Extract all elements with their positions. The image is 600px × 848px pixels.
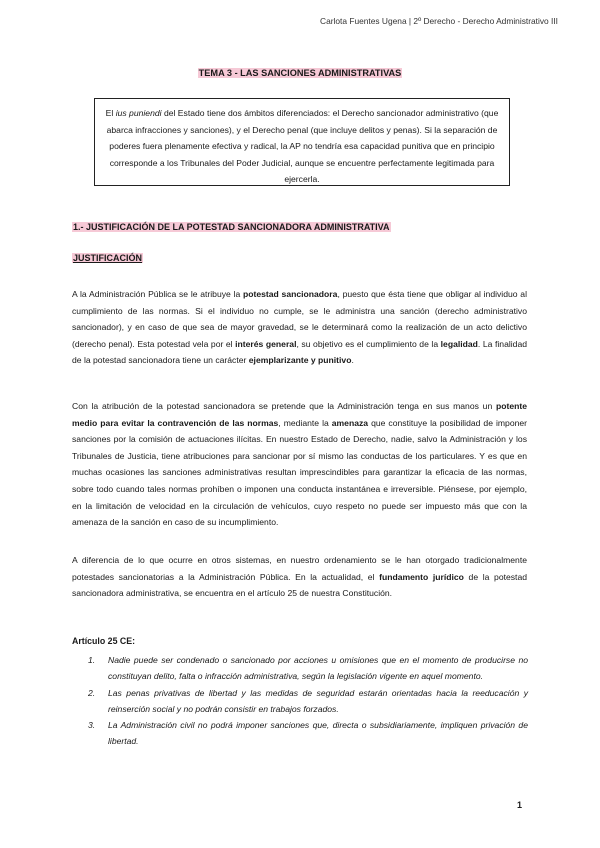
paragraph-1 xyxy=(72,286,527,369)
intro-italic-term: ius puniendi xyxy=(115,108,162,118)
p1-bold-3: legalidad xyxy=(440,338,478,349)
p2-bold-2: amenaza xyxy=(331,417,369,428)
p1-bold-4: ejemplarizante y punitivo xyxy=(248,355,352,366)
p2-text-3: que constituye la posibilidad de imponer sanciones por la comisión de actuaciones ilícitas. En nuestro Estado de Derecho, nadie, salvo la Administración y los Tribunales de Justicia, tiene atribuciones para sancionar por sí mismo las conductas de los particulares. Y es que en muchas ocasiones las sanciones administrativas resultan imprescindibles para garantizar la eficacia de las normas, sobre todo cuando tales normas prohíben o imponen una conducta instantánea e irreversible. Piénsese, por ejemplo, en la limitación de velocidad en la circulación de vehículos, cuyo respeto no puede ser impuesto más que con la amenaza de la sanción en caso de su incumplimiento. xyxy=(72,417,528,528)
p1-text-1: A la Administración Pública se le atribuye la xyxy=(72,289,243,299)
p1-text-5: . xyxy=(351,355,354,366)
article-label: Artículo 25 CE: xyxy=(72,636,136,646)
p3-text-2: de la potestad sancionadora administrativa, se encuentra en el artículo 25 de nuestra Constitución. xyxy=(72,571,528,599)
page-number: 1 xyxy=(516,800,522,810)
p1-text-2: , puesto que ésta tiene que obligar al individuo al cumplimiento de las normas. Si el individuo no cumple, se le administra una sanción (derecho administrativo sancionador), y en caso de que sea de mayor gravedad, se le determinará como la realización de un acto delictivo (derecho penal). Esta potestad vela por el xyxy=(72,289,527,349)
p3-bold-1: fundamento jurídico xyxy=(379,571,464,582)
section-heading-text: 1.- JUSTIFICACIÓN DE LA POTESTAD SANCIONADORA ADMINISTRATIVA xyxy=(73,222,390,232)
list-item-text: Las penas privativas de libertad y las medidas de seguridad estarán orientadas hacia la reeducación y reinserción social y no podrán consistir en trabajos forzados. xyxy=(108,687,528,714)
intro-text-rest: del Estado tiene dos ámbitos diferenciados: el Derecho sancionador administrativo (que abarca infracciones y sanciones), y el Derecho penal (que incluye delitos y penas). Si la separación de poderes fuera plenamente efectiva y radical, la AP no tendría esa capacidad punitiva que en principio corresponde a los Tribunales del Poder Judicial, aunque se encuentre perfectamente legitimada para ejercerla. xyxy=(106,108,499,185)
list-item-text: Nadie puede ser condenado o sancionado por acciones u omisiones que en el momento de producirse no constituyan delito, falta o infracción administrativa, según la legislación vigente en aquel momento. xyxy=(108,655,528,682)
p1-text-3: , su objetivo es el cumplimiento de la xyxy=(296,338,441,349)
p1-text-4: . La finalidad de la potestad sancionadora tiene un carácter xyxy=(72,338,527,366)
sub-heading xyxy=(72,253,143,263)
intro-box xyxy=(94,98,510,186)
p2-text-2: , mediante la xyxy=(278,417,332,428)
intro-text-start: El xyxy=(105,108,116,118)
p1-bold-2: interés general xyxy=(235,338,297,349)
list-item-number: 3. xyxy=(88,720,96,731)
list-item-text: La Administración civil no podrá imponer sanciones que, directa o subsidiariamente, impliquen privación de libertad. xyxy=(108,720,528,747)
list-item-number: 2. xyxy=(88,687,96,698)
paragraph-2 xyxy=(72,398,527,531)
article-list xyxy=(88,652,528,750)
document-title xyxy=(0,68,600,78)
p3-text-1: A diferencia de lo que ocurre en otros sistemas, en nuestro ordenamiento se le han otorgado tradicionalmente potestades sancionatorias a la Administración Pública. En la actualidad, el xyxy=(72,555,527,582)
section-heading xyxy=(72,222,391,232)
sub-heading-text: JUSTIFICACIÓN xyxy=(73,253,143,263)
p1-bold-1: potestad sancionadora xyxy=(243,289,338,299)
document-title-text: TEMA 3 - LAS SANCIONES ADMINISTRATIVAS xyxy=(198,68,402,78)
list-item xyxy=(88,652,528,685)
paragraph-3 xyxy=(72,552,527,602)
p2-text-1: Con la atribución de la potestad sancionadora se pretende que la Administración tenga en sus manos un xyxy=(72,401,496,411)
p2-bold-1: potente medio para evitar la contravención de las normas xyxy=(72,401,527,428)
list-item xyxy=(88,717,528,750)
list-item xyxy=(88,685,528,718)
running-header: Carlota Fuentes Ugena | 2º Derecho - Derecho Administrativo III xyxy=(320,16,558,26)
list-item-number: 1. xyxy=(88,655,96,665)
